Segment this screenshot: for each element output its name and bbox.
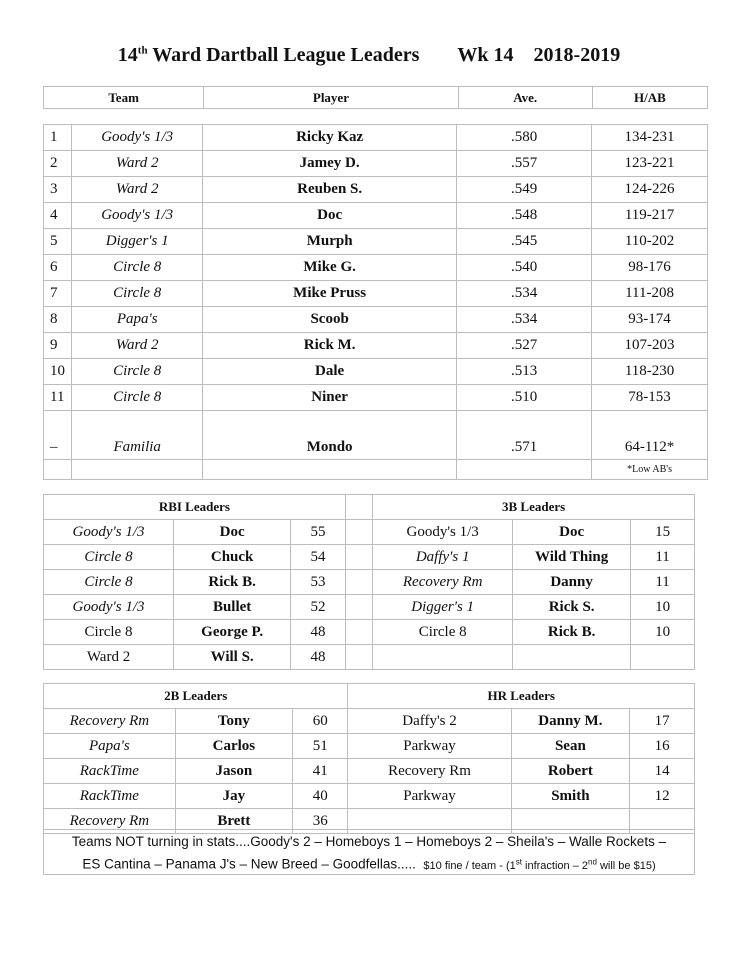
doubles-team-cell: Papa's xyxy=(44,734,176,759)
doubles-value-cell: 41 xyxy=(293,759,348,784)
triples-player-cell: Rick B. xyxy=(513,620,631,645)
doubles-team-cell: RackTime xyxy=(44,759,176,784)
average-cell: .540 xyxy=(457,255,592,281)
player-cell: Dale xyxy=(203,359,457,385)
triples-value-cell xyxy=(631,645,695,670)
triples-value-cell: 10 xyxy=(631,620,695,645)
spacer-cell xyxy=(345,520,372,545)
team-cell: Goody's 1/3 xyxy=(72,125,203,151)
rank-cell: 10 xyxy=(44,359,72,385)
hr-value-cell: 12 xyxy=(630,784,695,809)
hr-player-cell: Smith xyxy=(511,784,630,809)
team-cell: Digger's 1 xyxy=(72,229,203,255)
footer-line-2 xyxy=(44,852,694,876)
team-cell: Circle 8 xyxy=(72,385,203,411)
rank-cell: 5 xyxy=(44,229,72,255)
doubles-player-cell: Carlos xyxy=(175,734,292,759)
average-cell: .580 xyxy=(457,125,592,151)
doubles-value-cell: 40 xyxy=(293,784,348,809)
table-row xyxy=(44,307,708,333)
table-row xyxy=(44,203,708,229)
table-row xyxy=(44,709,695,734)
triples-title: 3B Leaders xyxy=(373,495,695,520)
header-player: Player xyxy=(204,87,458,109)
rank-cell: 4 xyxy=(44,203,72,229)
rank-cell: 9 xyxy=(44,333,72,359)
title-league: Ward Dartball League Leaders xyxy=(147,44,420,66)
hits-at-bats-cell: 123-221 xyxy=(592,151,708,177)
doubles-value-cell: 60 xyxy=(293,709,348,734)
rbi-team-cell: Goody's 1/3 xyxy=(44,520,174,545)
table-row xyxy=(44,570,695,595)
triples-team-cell: Digger's 1 xyxy=(373,595,513,620)
table-row xyxy=(44,520,695,545)
team-cell: Circle 8 xyxy=(72,281,203,307)
hits-at-bats-cell: 98-176 xyxy=(592,255,708,281)
rank-cell: 2 xyxy=(44,151,72,177)
triples-value-cell: 11 xyxy=(631,545,695,570)
doubles-value-cell: 51 xyxy=(293,734,348,759)
doubles-player-cell: Jason xyxy=(175,759,292,784)
team-cell: Ward 2 xyxy=(72,177,203,203)
table-row xyxy=(44,645,695,670)
table-row xyxy=(44,620,695,645)
low-ab-rank: – xyxy=(44,411,72,460)
table-row xyxy=(44,151,708,177)
rank-cell: 8 xyxy=(44,307,72,333)
triples-value-cell: 11 xyxy=(631,570,695,595)
player-cell: Jamey D. xyxy=(203,151,457,177)
table-row xyxy=(44,359,708,385)
spacer-cell xyxy=(345,645,372,670)
doubles-value-cell: 36 xyxy=(293,809,348,834)
low-ab-ave: .571 xyxy=(457,411,592,460)
rbi-3b-table xyxy=(43,494,695,670)
team-cell: Papa's xyxy=(72,307,203,333)
triples-team-cell: Recovery Rm xyxy=(373,570,513,595)
hr-team-cell: Daffy's 2 xyxy=(348,709,511,734)
footer-teams: ES Cantina – Panama J's – New Breed – Goodfellas..... xyxy=(82,856,416,872)
spacer-cell xyxy=(345,595,372,620)
hr-value-cell: 14 xyxy=(630,759,695,784)
team-cell: Goody's 1/3 xyxy=(72,203,203,229)
player-cell: Rick M. xyxy=(203,333,457,359)
header-hab: H/AB xyxy=(592,87,707,109)
rbi-value-cell: 54 xyxy=(291,545,346,570)
rbi-player-cell: George P. xyxy=(174,620,291,645)
spacer-cell xyxy=(345,570,372,595)
triples-team-cell: Daffy's 1 xyxy=(373,545,513,570)
hr-title: HR Leaders xyxy=(348,684,695,709)
average-cell: .557 xyxy=(457,151,592,177)
rbi-team-cell: Circle 8 xyxy=(44,545,174,570)
table-row xyxy=(44,784,695,809)
low-ab-team: Familia xyxy=(72,411,203,460)
doubles-player-cell: Brett xyxy=(175,809,292,834)
triples-player-cell xyxy=(513,645,631,670)
average-cell: .534 xyxy=(457,307,592,333)
hits-at-bats-cell: 111-208 xyxy=(592,281,708,307)
player-cell: Niner xyxy=(203,385,457,411)
rank-cell: 6 xyxy=(44,255,72,281)
hits-at-bats-cell: 118-230 xyxy=(592,359,708,385)
doubles-team-cell: RackTime xyxy=(44,784,176,809)
hr-player-cell: Danny M. xyxy=(511,709,630,734)
hits-at-bats-cell: 93-174 xyxy=(592,307,708,333)
rbi-team-cell: Circle 8 xyxy=(44,570,174,595)
triples-team-cell: Circle 8 xyxy=(373,620,513,645)
rbi-value-cell: 53 xyxy=(291,570,346,595)
page-title xyxy=(0,44,738,67)
rbi-team-cell: Goody's 1/3 xyxy=(44,595,174,620)
hits-at-bats-cell: 110-202 xyxy=(592,229,708,255)
footer-fine: $10 fine / team - (1st infraction – 2nd will be $15) xyxy=(423,857,656,872)
player-cell: Reuben S. xyxy=(203,177,457,203)
title-suffix: th xyxy=(137,44,148,57)
table-row xyxy=(44,385,708,411)
rbi-value-cell: 52 xyxy=(291,595,346,620)
player-cell: Mike G. xyxy=(203,255,457,281)
rbi-value-cell: 55 xyxy=(291,520,346,545)
rbi-title: RBI Leaders xyxy=(44,495,346,520)
rank-cell: 3 xyxy=(44,177,72,203)
table-row xyxy=(44,281,708,307)
title-number: 14 xyxy=(117,44,138,66)
stats-footer-note xyxy=(43,829,695,875)
average-cell: .513 xyxy=(457,359,592,385)
hits-at-bats-cell: 134-231 xyxy=(592,125,708,151)
rbi-value-cell: 48 xyxy=(291,620,346,645)
player-cell: Murph xyxy=(203,229,457,255)
rbi-player-cell: Doc xyxy=(174,520,291,545)
low-ab-note: *Low AB's xyxy=(592,460,708,480)
hits-at-bats-cell: 119-217 xyxy=(592,203,708,229)
average-cell: .549 xyxy=(457,177,592,203)
average-cell: .527 xyxy=(457,333,592,359)
table-row xyxy=(44,595,695,620)
table-row xyxy=(44,255,708,281)
rbi-team-cell: Circle 8 xyxy=(44,620,174,645)
player-cell: Scoob xyxy=(203,307,457,333)
hits-at-bats-cell: 78-153 xyxy=(592,385,708,411)
rbi-player-cell: Rick B. xyxy=(174,570,291,595)
average-cell: .545 xyxy=(457,229,592,255)
hr-team-cell: Recovery Rm xyxy=(348,759,511,784)
player-cell: Ricky Kaz xyxy=(203,125,457,151)
hits-at-bats-cell: 107-203 xyxy=(592,333,708,359)
doubles-player-cell: Tony xyxy=(175,709,292,734)
rbi-player-cell: Chuck xyxy=(174,545,291,570)
hr-team-cell: Parkway xyxy=(348,734,511,759)
hr-value-cell: 17 xyxy=(630,709,695,734)
hr-team-cell: Parkway xyxy=(348,784,511,809)
rank-cell: 11 xyxy=(44,385,72,411)
triples-player-cell: Wild Thing xyxy=(513,545,631,570)
doubles-team-cell: Recovery Rm xyxy=(44,709,176,734)
table-row xyxy=(44,125,708,151)
average-cell: .534 xyxy=(457,281,592,307)
triples-team-cell: Goody's 1/3 xyxy=(373,520,513,545)
hits-at-bats-cell: 124-226 xyxy=(592,177,708,203)
player-cell: Doc xyxy=(203,203,457,229)
triples-team-cell xyxy=(373,645,513,670)
header-ave: Ave. xyxy=(458,87,592,109)
table-row xyxy=(44,177,708,203)
triples-value-cell: 15 xyxy=(631,520,695,545)
rank-cell: 1 xyxy=(44,125,72,151)
leaders-header-table xyxy=(43,86,708,109)
rank-cell: 7 xyxy=(44,281,72,307)
team-cell: Ward 2 xyxy=(72,151,203,177)
title-season: 2018-2019 xyxy=(533,44,621,66)
hr-player-cell: Robert xyxy=(511,759,630,784)
header-team: Team xyxy=(44,87,204,109)
footer-line-1: Teams NOT turning in stats....Goody's 2 – Homeboys 1 – Homeboys 2 – Sheila's – Walle Rockets – xyxy=(71,834,667,849)
title-week: Wk 14 xyxy=(457,44,514,66)
2b-hr-table xyxy=(43,683,695,834)
rbi-player-cell: Will S. xyxy=(174,645,291,670)
table-row xyxy=(44,545,695,570)
rbi-player-cell: Bullet xyxy=(174,595,291,620)
spacer-cell xyxy=(345,545,372,570)
table-row xyxy=(44,734,695,759)
rbi-value-cell: 48 xyxy=(291,645,346,670)
low-ab-hab: 64-112* xyxy=(592,411,708,460)
table-row xyxy=(44,333,708,359)
average-cell: .548 xyxy=(457,203,592,229)
table-row xyxy=(44,229,708,255)
triples-player-cell: Doc xyxy=(513,520,631,545)
table-row xyxy=(44,759,695,784)
low-ab-player: Mondo xyxy=(203,411,457,460)
triples-value-cell: 10 xyxy=(631,595,695,620)
average-cell: .510 xyxy=(457,385,592,411)
rbi-team-cell: Ward 2 xyxy=(44,645,174,670)
player-cell: Mike Pruss xyxy=(203,281,457,307)
team-cell: Circle 8 xyxy=(72,359,203,385)
batting-leaders-table xyxy=(43,124,708,480)
doubles-player-cell: Jay xyxy=(175,784,292,809)
doubles-team-cell: Recovery Rm xyxy=(44,809,176,834)
spacer-cell xyxy=(345,620,372,645)
doubles-title: 2B Leaders xyxy=(44,684,348,709)
team-cell: Ward 2 xyxy=(72,333,203,359)
hr-value-cell: 16 xyxy=(630,734,695,759)
team-cell: Circle 8 xyxy=(72,255,203,281)
triples-player-cell: Rick S. xyxy=(513,595,631,620)
triples-player-cell: Danny xyxy=(513,570,631,595)
hr-player-cell: Sean xyxy=(511,734,630,759)
